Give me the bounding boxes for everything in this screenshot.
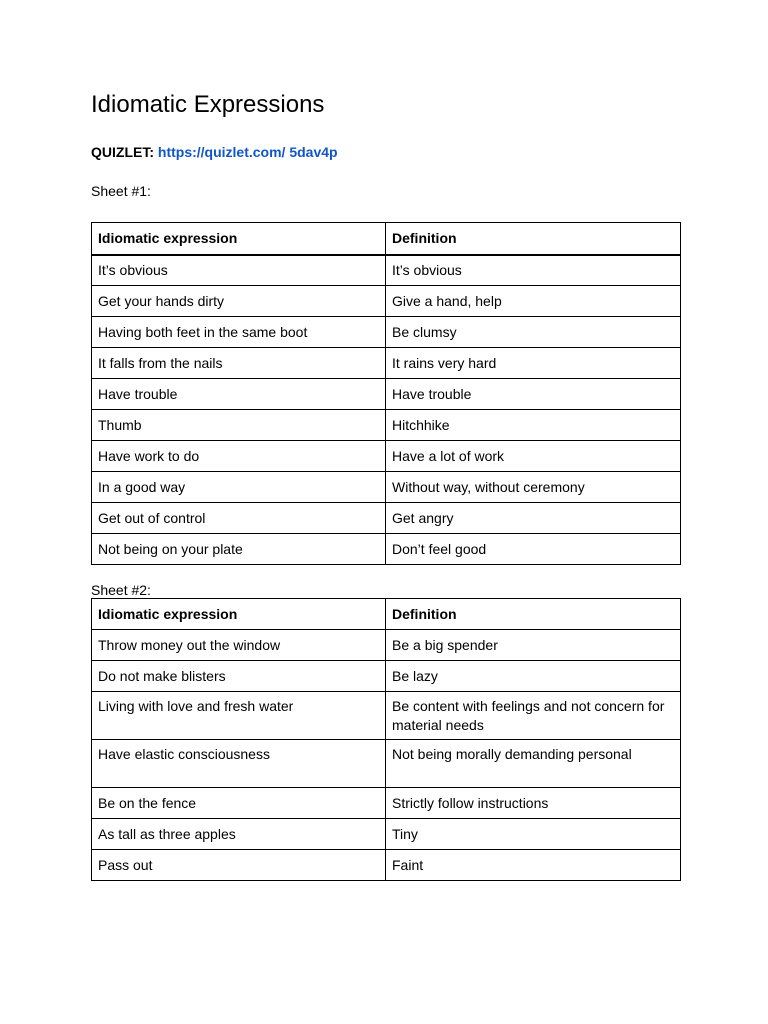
table-row [92, 503, 681, 534]
table-row [92, 286, 681, 317]
sheet-2-label: Sheet #2: [91, 582, 151, 598]
expression-cell: Thumb [92, 410, 386, 441]
sheet-1-label: Sheet #1: [91, 183, 151, 199]
definition-cell: Have trouble [386, 379, 681, 410]
expression-cell: Get out of control [92, 503, 386, 534]
table-row [92, 692, 681, 740]
definition-cell: Be a big spender [386, 630, 681, 661]
column-header: Definition [386, 223, 681, 255]
table-header-row [92, 599, 681, 630]
expression-cell: Do not make blisters [92, 661, 386, 692]
column-header: Definition [386, 599, 681, 630]
table-row [92, 788, 681, 819]
definition-cell: Hitchhike [386, 410, 681, 441]
expression-cell: Have elastic consciousness [92, 740, 386, 788]
table-row [92, 850, 681, 881]
definition-cell: It’s obvious [386, 255, 681, 286]
table-row [92, 255, 681, 286]
definition-cell: Don’t feel good [386, 534, 681, 565]
expression-cell: Get your hands dirty [92, 286, 386, 317]
expression-cell: It’s obvious [92, 255, 386, 286]
table-row [92, 534, 681, 565]
expression-cell: Not being on your plate [92, 534, 386, 565]
expression-cell: Having both feet in the same boot [92, 317, 386, 348]
column-header: Idiomatic expression [92, 599, 386, 630]
sheet-2-table [91, 598, 681, 881]
expression-cell: As tall as three apples [92, 819, 386, 850]
definition-cell: Faint [386, 850, 681, 881]
table-row [92, 348, 681, 379]
expression-cell: It falls from the nails [92, 348, 386, 379]
page-title: Idiomatic Expressions [91, 91, 325, 118]
expression-cell: Living with love and fresh water [92, 692, 386, 740]
column-header: Idiomatic expression [92, 223, 386, 255]
table-row [92, 410, 681, 441]
table-row [92, 819, 681, 850]
definition-cell: Be clumsy [386, 317, 681, 348]
table-row [92, 740, 681, 788]
table-row [92, 317, 681, 348]
table-row [92, 379, 681, 410]
expression-cell: Have trouble [92, 379, 386, 410]
definition-cell: Be lazy [386, 661, 681, 692]
definition-cell: Have a lot of work [386, 441, 681, 472]
definition-cell: Give a hand, help [386, 286, 681, 317]
expression-cell: In a good way [92, 472, 386, 503]
definition-cell: Be content with feelings and not concern for material needs [386, 692, 681, 740]
definition-cell: Get angry [386, 503, 681, 534]
definition-cell: It rains very hard [386, 348, 681, 379]
definition-cell: Not being morally demanding personal [386, 740, 681, 788]
table-row [92, 441, 681, 472]
definition-cell: Without way, without ceremony [386, 472, 681, 503]
expression-cell: Have work to do [92, 441, 386, 472]
quizlet-label: QUIZLET: [91, 144, 154, 160]
expression-cell: Throw money out the window [92, 630, 386, 661]
expression-cell: Pass out [92, 850, 386, 881]
definition-cell: Tiny [386, 819, 681, 850]
quizlet-line [91, 143, 338, 161]
quizlet-link[interactable]: https://quizlet.com/ 5dav4p [157, 144, 338, 160]
table-header-row [92, 223, 681, 255]
expression-cell: Be on the fence [92, 788, 386, 819]
sheet-1-table [91, 222, 681, 565]
table-row [92, 661, 681, 692]
table-row [92, 472, 681, 503]
definition-cell: Strictly follow instructions [386, 788, 681, 819]
table-row [92, 630, 681, 661]
